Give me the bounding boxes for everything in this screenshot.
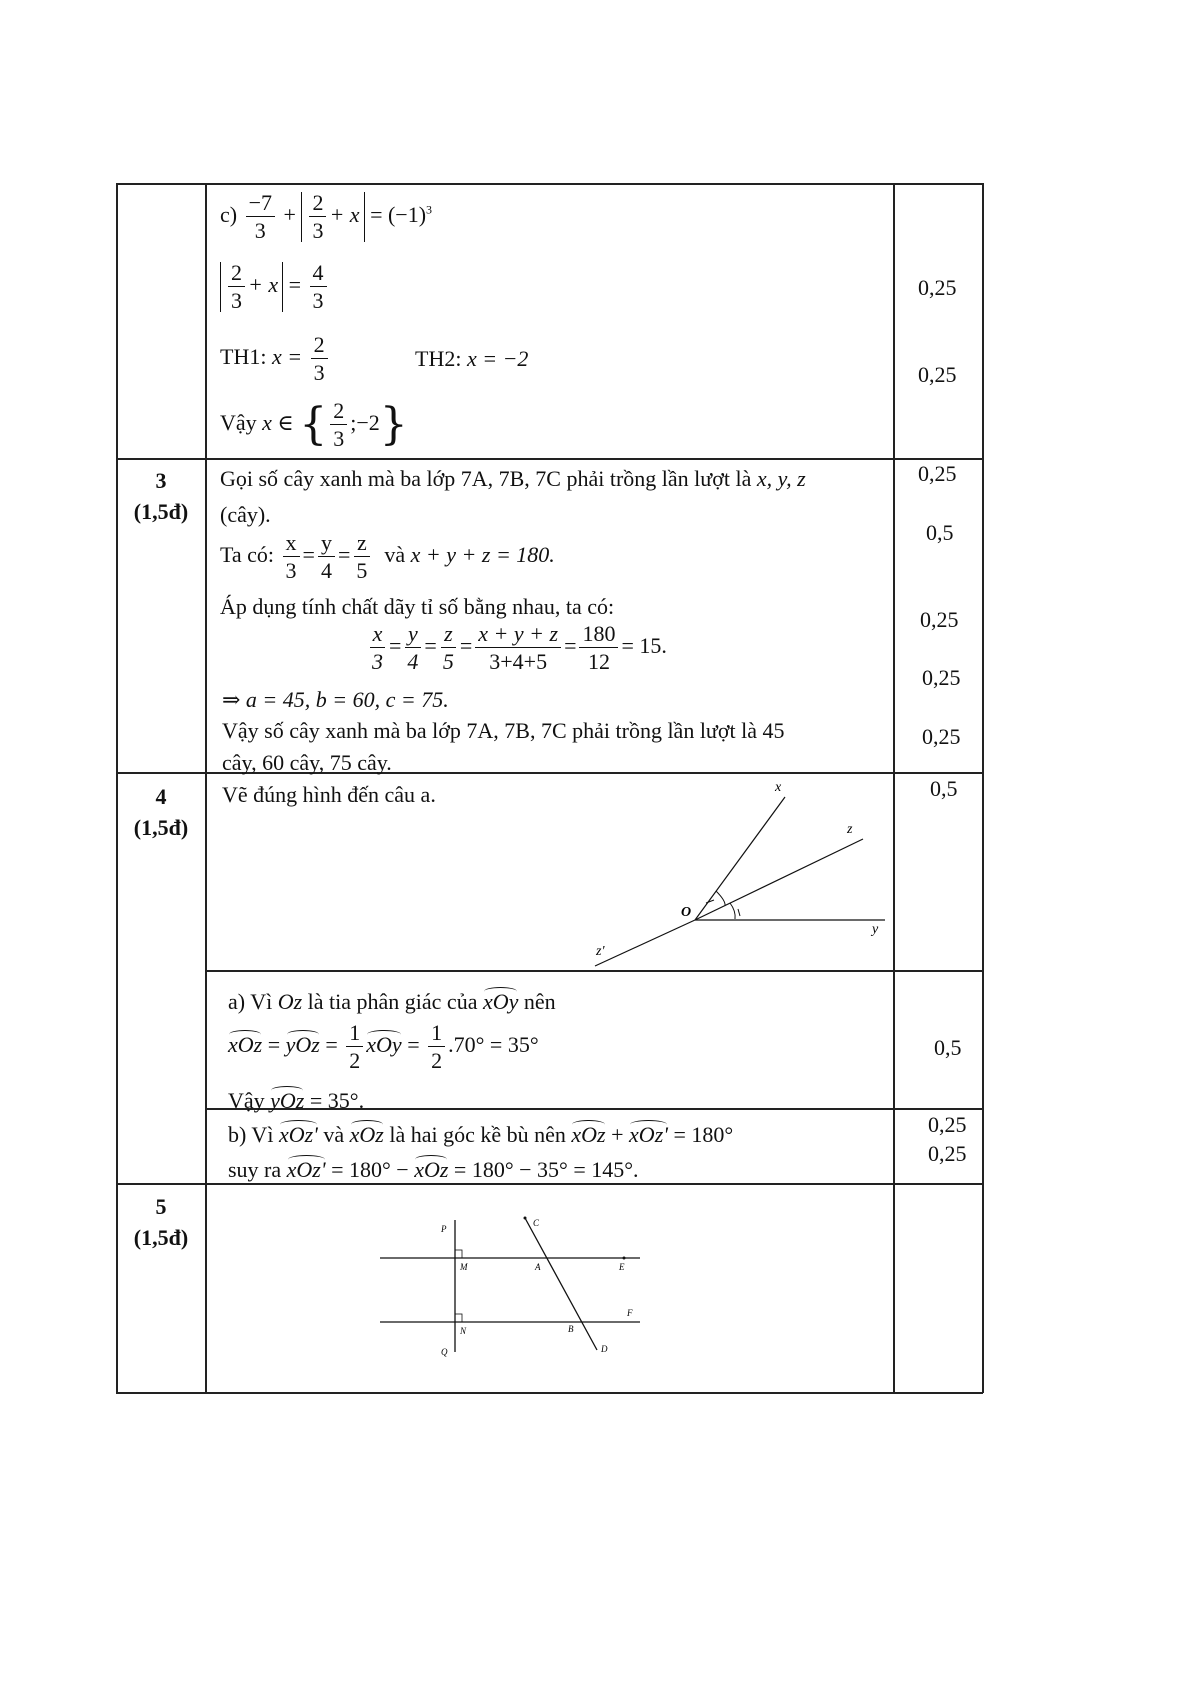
q3-line1: Gọi số cây xanh mà ba lớp 7A, 7B, 7C phải trồng lần lượt là x, y, z — [220, 466, 806, 491]
label-x: x — [775, 780, 782, 795]
question-number: 3 (1,5đ) — [133, 468, 189, 524]
right-angle-mark — [455, 1250, 462, 1258]
right-angle-mark — [455, 1314, 462, 1322]
label-m: M — [460, 1262, 468, 1272]
label-z-prime: z' — [596, 944, 605, 959]
ray-oz — [695, 839, 863, 920]
q3-line4: Áp dụng tính chất dãy tỉ số bằng nhau, ta có: — [220, 594, 615, 619]
score: 0,25 — [918, 275, 957, 300]
ray-oz-prime — [595, 920, 695, 966]
question-number: 5 (1,5đ) — [133, 1194, 189, 1250]
table-border — [116, 1392, 983, 1394]
q3-line3: Ta có: $\frac{x}{3}$ = $\frac{y}{4}$ = $\frac{z}{5}$ và x + y + z = 180. — [220, 530, 555, 583]
score: 0,25 — [922, 724, 961, 749]
q4a-line1: a) Vì Oz là tia phân giác của xOy nên — [228, 989, 556, 1014]
q3-line8: cây, 60 cây, 75 cây. — [222, 750, 392, 775]
label-q: Q — [441, 1347, 448, 1357]
parallel-lines-figure — [375, 1210, 645, 1360]
label-n: N — [460, 1326, 467, 1336]
label-e: E — [619, 1262, 625, 1272]
q3-line7: Vậy số cây xanh mà ba lớp 7A, 7B, 7C phải trồng lần lượt là 45 — [222, 718, 785, 743]
q4a-line2: xOz = yOz = $\frac{1}{2}$ xOy = $\frac{1}{2}$ .70° = 35° — [228, 1020, 539, 1073]
q4b-line2: suy ra xOz' = 180° − xOz = 180° − 35° = 145°. — [228, 1157, 639, 1182]
score: 0,25 — [920, 607, 959, 632]
label-o: O — [681, 905, 692, 920]
table-border — [982, 183, 984, 1393]
conclusion-c: Vậy x ∈ { $\frac{2}{3}$ ;−2} — [220, 398, 408, 451]
q3-ratio-chain: $\frac{x}{3}$ = $\frac{y}{4}$ = $\frac{z}{5}$ = $\frac{x + y + z}{3+4+5}$ = $\frac{180}{12}$ = 15. — [366, 623, 667, 673]
angle-mark — [730, 903, 735, 919]
score: 0,25 — [928, 1112, 967, 1137]
q3-line2: (cây). — [220, 502, 271, 527]
equation-abs: $\frac{2}{3}$ + x = $\frac{4}{3}$ — [220, 262, 330, 312]
table-border — [893, 183, 895, 1393]
label-b: B — [568, 1324, 574, 1334]
label-p: P — [441, 1224, 447, 1234]
q3-line6: ⇒ a = 45, b = 60, c = 75. — [222, 687, 449, 712]
q4-draw-text: Vẽ đúng hình đến câu a. — [222, 782, 436, 807]
equation-c: c) $\frac{-7}{3}$ + $\frac{2}{3}$ + $x = (-1)^3$ — [220, 190, 433, 243]
point-mark — [524, 1217, 527, 1220]
score: 0,25 — [922, 665, 961, 690]
label-z: z — [847, 822, 853, 837]
case-one: TH1: x = $\frac{2}{3}$ — [220, 334, 331, 384]
q4b-line1: b) Vì xOz' và xOz là hai góc kề bù nên xOz + xOz' = 180° — [228, 1122, 734, 1147]
label-f: F — [627, 1308, 633, 1318]
table-border — [205, 970, 982, 972]
label-y: y — [872, 922, 879, 937]
table-border — [116, 183, 983, 185]
point-mark — [623, 1257, 626, 1260]
label-d: D — [601, 1344, 608, 1354]
score: 0,5 — [934, 1035, 962, 1060]
table-border — [116, 1183, 983, 1185]
table-border — [205, 183, 207, 1393]
score: 0,5 — [930, 776, 958, 801]
score: 0,25 — [918, 362, 957, 387]
question-number: 4 (1,5đ) — [133, 784, 189, 840]
q4a-conclusion: Vậy yOz = 35°. — [228, 1088, 365, 1113]
score: 0,5 — [926, 520, 954, 545]
angle-mark — [716, 891, 725, 906]
score: 0,25 — [928, 1141, 967, 1166]
case-two: TH2: x = −2 — [415, 346, 529, 371]
table-border — [116, 183, 118, 1393]
tick-mark — [738, 909, 740, 916]
table-border — [116, 458, 983, 460]
score: 0,25 — [918, 461, 957, 486]
line-cd — [525, 1218, 597, 1350]
label-a: A — [535, 1262, 541, 1272]
label-c: C — [533, 1218, 540, 1228]
angle-figure — [580, 775, 890, 970]
